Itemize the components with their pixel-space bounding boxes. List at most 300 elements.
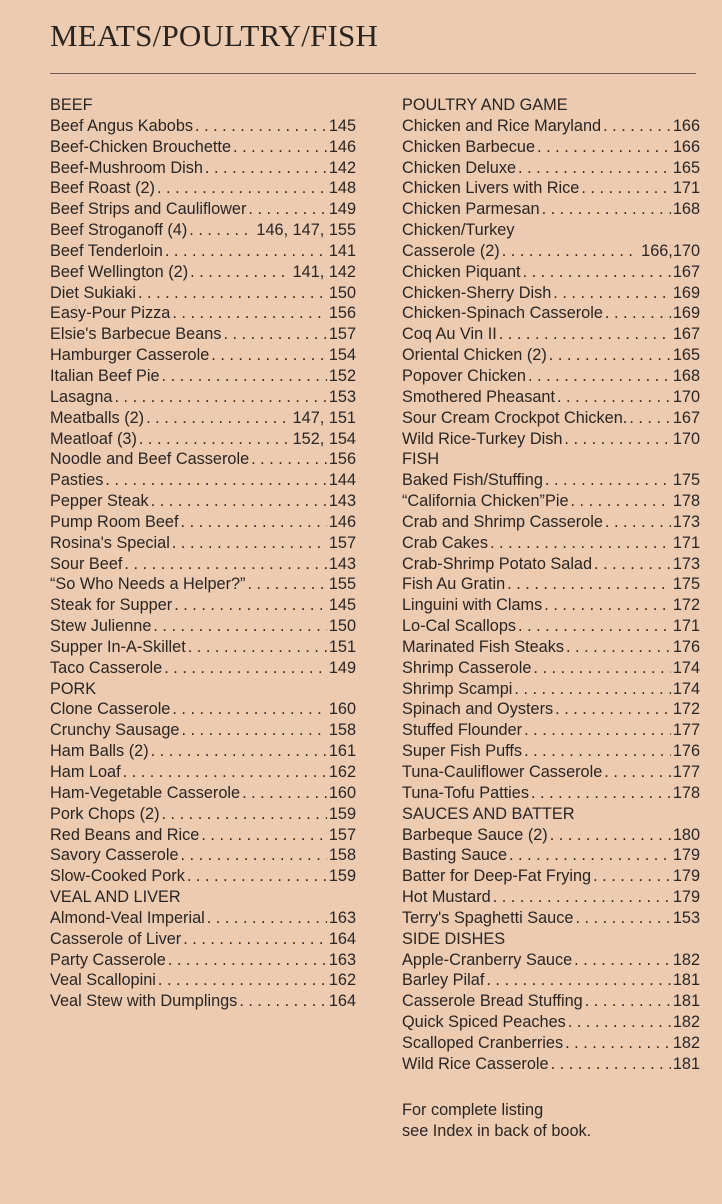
recipe-name: Pork Chops (2): [50, 804, 160, 823]
recipe-name: Stew Julienne: [50, 617, 152, 636]
dot-leader: [523, 262, 671, 283]
page-number: 175: [672, 471, 700, 490]
dot-leader: [195, 116, 327, 137]
dot-leader: [514, 679, 670, 700]
page-number: 148: [328, 179, 356, 198]
recipe-entry: [402, 950, 700, 971]
recipe-entry: [50, 137, 356, 158]
page-number: 164: [328, 929, 356, 948]
recipe-name: Chicken-Sherry Dish: [402, 283, 552, 302]
dot-leader: [605, 512, 671, 533]
page-number: 146: [328, 512, 356, 531]
page-number: 147, 151: [292, 408, 356, 427]
recipe-entry: [50, 241, 356, 262]
page-number: 153: [328, 387, 356, 406]
recipe-name: Hamburger Casserole: [50, 346, 210, 365]
dot-leader: [239, 991, 327, 1012]
page-number: 174: [672, 658, 700, 677]
recipe-entry: [402, 1012, 700, 1033]
recipe-entry: [50, 637, 356, 658]
recipe-name: Ham Balls (2): [50, 742, 149, 761]
recipe-name: Wild Rice Casserole: [402, 1054, 549, 1073]
recipe-entry: [50, 991, 356, 1012]
recipe-entry: [50, 512, 356, 533]
page-number: 141, 142: [292, 262, 356, 281]
page-number: 157: [328, 533, 356, 552]
page-number: 172: [672, 596, 700, 615]
recipe-entry: [50, 574, 356, 595]
page-number: 179: [672, 888, 700, 907]
recipe-name: Noodle and Beef Casserole: [50, 450, 250, 469]
recipe-entry: [50, 366, 356, 387]
page-number: 182: [672, 1033, 700, 1052]
page-number: 166,170: [641, 241, 700, 260]
recipe-name: Stuffed Flounder: [402, 721, 523, 740]
page-number: 160: [328, 700, 356, 719]
recipe-name: Tuna-Tofu Patties: [402, 783, 529, 802]
dot-leader: [211, 345, 327, 366]
recipe-name: Wild Rice-Turkey Dish: [402, 429, 563, 448]
dot-leader: [174, 595, 327, 616]
dot-leader: [114, 387, 326, 408]
page-number: 146, 147, 155: [256, 221, 356, 240]
dot-leader: [251, 449, 327, 470]
dot-leader: [537, 137, 671, 158]
recipe-name: Red Beans and Rice: [50, 825, 200, 844]
recipe-entry: [402, 637, 700, 658]
dot-leader: [603, 116, 671, 137]
recipe-name: Marinated Fish Steaks: [402, 637, 564, 656]
recipe-entry: [50, 324, 356, 345]
dot-leader: [105, 470, 326, 491]
recipe-name: Chicken Livers with Rice: [402, 179, 580, 198]
recipe-name: Linguini with Clams: [402, 596, 543, 615]
recipe-entry: [402, 116, 700, 137]
dot-leader: [207, 908, 327, 929]
dot-leader: [157, 178, 327, 199]
recipe-name: Coq Au Vin II: [402, 325, 497, 344]
recipe-name: Chicken-Spinach Casserole: [402, 304, 603, 323]
dot-leader: [190, 262, 290, 283]
dot-leader: [189, 220, 254, 241]
index-note-line: For complete listing: [402, 1101, 544, 1119]
page-number: 176: [672, 742, 700, 761]
page-number: 156: [328, 450, 356, 469]
page-number: 152, 154: [292, 429, 356, 448]
recipe-entry: [50, 158, 356, 179]
recipe-name: Italian Beef Pie: [50, 366, 160, 385]
page-number: 161: [328, 742, 356, 761]
page-number: 149: [328, 658, 356, 677]
recipe-name: Barbeque Sauce (2): [402, 825, 548, 844]
dot-leader: [146, 408, 291, 429]
page-number: 168: [672, 200, 700, 219]
recipe-name: Shrimp Casserole: [402, 658, 532, 677]
page-number: 177: [672, 763, 700, 781]
recipe-name: Crab and Shrimp Casserole: [402, 512, 603, 531]
recipe-name: Spinach and Oysters: [402, 700, 554, 719]
recipe-entry: [402, 783, 700, 804]
dot-leader: [183, 929, 327, 950]
dot-leader: [153, 616, 326, 637]
recipe-entry: [50, 429, 356, 450]
page-number: 152: [328, 366, 356, 385]
dot-leader: [593, 866, 671, 887]
dot-leader: [201, 825, 326, 846]
recipe-name: Ham Loaf: [50, 763, 121, 781]
section-heading-pork: PORK: [50, 679, 97, 698]
page-number: 162: [328, 763, 356, 781]
recipe-entry: [402, 158, 700, 179]
section-heading-fish: FISH: [402, 450, 440, 469]
index-note: [402, 1100, 591, 1142]
dot-leader: [151, 741, 327, 762]
page-number: 181: [672, 992, 700, 1011]
page-number: 162: [328, 971, 356, 990]
page-number: 167: [672, 325, 700, 344]
recipe-entry: [402, 699, 700, 720]
dot-leader: [248, 199, 326, 220]
page-title: MEATS/POULTRY/FISH: [50, 18, 379, 53]
page-number: 181: [672, 971, 700, 990]
recipe-entry: [402, 554, 700, 575]
recipe-entry: [402, 908, 700, 929]
page-number: 169: [672, 283, 700, 302]
recipe-name: Casserole (2): [402, 241, 500, 260]
recipe-name: Tuna-Cauliflower Casserole: [402, 763, 603, 781]
recipe-name: Almond-Veal Imperial: [50, 908, 205, 927]
page-number: 165: [672, 158, 700, 177]
dot-leader: [165, 241, 327, 262]
recipe-name: Meatloaf (3): [50, 429, 137, 448]
recipe-entry: [402, 408, 700, 429]
recipe-entry: [402, 679, 700, 700]
recipe-entry: [50, 866, 356, 887]
recipe-entry: [50, 116, 356, 137]
page-number: 166: [672, 137, 700, 156]
recipe-name: Barley Pilaf: [402, 971, 485, 990]
recipe-entry: [402, 303, 700, 324]
recipe-name: Chicken Piquant: [402, 262, 521, 281]
page-number: 160: [328, 783, 356, 802]
recipe-name: Lo-Cal Scallops: [402, 617, 517, 636]
dot-leader: [581, 178, 670, 199]
dot-leader: [123, 762, 327, 783]
recipe-name: Popover Chicken: [402, 366, 526, 385]
page-number: 144: [328, 471, 356, 490]
dot-leader: [518, 616, 671, 637]
recipe-entry: [402, 470, 700, 491]
page-number: 143: [328, 492, 356, 511]
page-number: 150: [328, 283, 356, 302]
recipe-entry: [50, 303, 356, 324]
recipe-entry-continued: Chicken/Turkey: [402, 221, 515, 240]
recipe-entry: [50, 616, 356, 637]
dot-leader: [490, 533, 671, 554]
recipe-entry: [50, 970, 356, 991]
page-number: 163: [328, 950, 356, 969]
recipe-entry: [50, 491, 356, 512]
recipe-name: Beef-Chicken Brouchette: [50, 137, 232, 156]
page-number: 170: [672, 387, 700, 406]
dot-leader: [555, 699, 671, 720]
recipe-entry: [402, 199, 700, 220]
page-number: 169: [672, 304, 700, 323]
dot-leader: [549, 345, 671, 366]
recipe-name: Steak for Supper: [50, 596, 173, 615]
dot-leader: [533, 658, 670, 679]
dot-leader: [124, 554, 326, 575]
recipe-name: Smothered Pheasant: [402, 387, 555, 406]
page-number: 149: [328, 200, 356, 219]
recipe-name: Fish Au Gratin: [402, 575, 506, 594]
recipe-name: Crunchy Sausage: [50, 721, 180, 740]
recipe-entry: [402, 429, 700, 450]
section-heading-side-dishes: SIDE DISHES: [402, 929, 506, 948]
recipe-entry: [50, 470, 356, 491]
recipe-name: Ham-Vegetable Casserole: [50, 783, 241, 802]
recipe-name: Terry's Spaghetti Sauce: [402, 908, 574, 927]
dot-leader: [604, 762, 671, 783]
recipe-name: Taco Casserole: [50, 658, 163, 677]
dot-leader: [507, 574, 671, 595]
recipe-entry: [402, 741, 700, 762]
recipe-entry: [402, 825, 700, 846]
recipe-name: Casserole of Liver: [50, 929, 182, 948]
recipe-entry: [50, 595, 356, 616]
dot-leader: [524, 720, 671, 741]
dot-leader: [629, 408, 671, 429]
recipe-entry: [402, 991, 700, 1012]
page-number: 154: [328, 346, 356, 365]
dot-leader: [568, 1012, 671, 1033]
recipe-name: Sour Beef: [50, 554, 123, 573]
recipe-name: Beef Angus Kabobs: [50, 116, 194, 135]
recipe-name: Beef Roast (2): [50, 179, 155, 198]
dot-leader: [247, 574, 326, 595]
dot-leader: [181, 845, 327, 866]
recipe-name: Meatballs (2): [50, 408, 145, 427]
recipe-name: Elsie's Barbecue Beans: [50, 325, 222, 344]
recipe-entry: [402, 1054, 700, 1075]
recipe-name: Pasties: [50, 471, 104, 490]
dot-leader: [585, 991, 671, 1012]
recipe-name: Casserole Bread Stuffing: [402, 992, 583, 1011]
recipe-name: Baked Fish/Stuffing: [402, 471, 543, 490]
recipe-entry: [50, 699, 356, 720]
recipe-entry: [50, 345, 356, 366]
recipe-name: Rosina's Special: [50, 533, 170, 552]
dot-leader: [164, 658, 327, 679]
recipe-name: Shrimp Scampi: [402, 679, 513, 698]
page-number: 141: [328, 241, 356, 260]
dot-leader: [223, 324, 326, 345]
recipe-name: Clone Casserole: [50, 700, 171, 719]
recipe-entry: [402, 574, 700, 595]
page-number: 174: [672, 679, 700, 698]
recipe-entry: [402, 970, 700, 991]
dot-leader: [172, 533, 327, 554]
recipe-entry: [402, 845, 700, 866]
recipe-entry: [50, 929, 356, 950]
page-number: 166: [672, 116, 700, 135]
page-number: 182: [672, 950, 700, 969]
index-note-line: see Index in back of book.: [402, 1122, 592, 1140]
recipe-name: Apple-Cranberry Sauce: [402, 950, 573, 969]
page-number: 145: [328, 116, 356, 135]
recipe-entry: [50, 825, 356, 846]
page-number: 151: [328, 637, 356, 656]
recipe-name: Scalloped Cranberries: [402, 1033, 564, 1052]
dot-leader: [187, 866, 327, 887]
recipe-name: Oriental Chicken (2): [402, 346, 547, 365]
page-number: 142: [328, 158, 356, 177]
dot-leader: [493, 887, 671, 908]
section-heading-veal-and-liver: VEAL AND LIVER: [50, 888, 181, 907]
dot-leader: [162, 366, 327, 387]
recipe-name: Pump Room Beef: [50, 512, 179, 531]
recipe-name: Beef Tenderloin: [50, 241, 163, 260]
section-heading-sauces-and-batter: SAUCES AND BATTER: [402, 804, 575, 823]
dot-leader: [486, 970, 670, 991]
page-number: 167: [672, 408, 700, 427]
recipe-name: Chicken and Rice Maryland: [402, 116, 602, 135]
recipe-entry: [50, 533, 356, 554]
recipe-name: Basting Sauce: [402, 846, 507, 865]
recipe-name: Easy-Pour Pizza: [50, 304, 171, 323]
dot-leader: [550, 825, 671, 846]
dot-leader: [162, 804, 327, 825]
page-number: 177: [672, 721, 700, 740]
recipe-entry: [402, 720, 700, 741]
recipe-entry: [402, 762, 700, 783]
page-number: 179: [672, 867, 700, 886]
recipe-entry: [50, 783, 356, 804]
recipe-entry: [50, 387, 356, 408]
dot-leader: [557, 387, 671, 408]
recipe-entry: [50, 283, 356, 304]
page-number: 143: [328, 554, 356, 573]
recipe-entry: [50, 720, 356, 741]
page-number: 165: [672, 346, 700, 365]
recipe-entry: [402, 491, 700, 512]
recipe-name: “So Who Needs a Helper?”: [50, 575, 246, 594]
dot-leader: [509, 845, 671, 866]
recipe-name: Chicken Deluxe: [402, 158, 517, 177]
recipe-entry: [50, 178, 356, 199]
recipe-entry: [50, 554, 356, 575]
page-number: 179: [672, 846, 700, 865]
recipe-name: Beef Stroganoff (4): [50, 221, 188, 240]
dot-leader: [158, 970, 327, 991]
recipe-entry: [402, 178, 700, 199]
recipe-entry: [402, 137, 700, 158]
dot-leader: [542, 199, 671, 220]
dot-leader: [594, 554, 671, 575]
recipe-entry: [50, 658, 356, 679]
dot-leader: [502, 241, 639, 262]
recipe-entry: [50, 199, 356, 220]
page-number: 167: [672, 262, 700, 281]
page-number: 163: [328, 908, 356, 927]
recipe-entry: [50, 762, 356, 783]
recipe-name: Super Fish Puffs: [402, 742, 523, 761]
dot-leader: [551, 1054, 671, 1075]
page-number: 159: [328, 804, 356, 823]
recipe-name: Crab-Shrimp Potato Salad: [402, 554, 593, 573]
dot-leader: [544, 595, 671, 616]
recipe-entry: [50, 408, 356, 429]
dot-leader: [574, 950, 671, 971]
recipe-name: Veal Scallopini: [50, 971, 156, 990]
page-number: 171: [672, 617, 700, 636]
dot-leader: [605, 303, 671, 324]
recipe-entry: [50, 845, 356, 866]
page-number: 156: [328, 304, 356, 323]
dot-leader: [571, 491, 671, 512]
recipe-entry: [50, 220, 356, 241]
recipe-name: Savory Casserole: [50, 846, 179, 865]
dot-leader: [564, 429, 670, 450]
recipe-name: Slow-Cooked Pork: [50, 867, 185, 886]
recipe-entry: [402, 324, 700, 345]
recipe-entry: [50, 741, 356, 762]
dot-leader: [518, 158, 671, 179]
dot-leader: [553, 283, 671, 304]
recipe-entry: [402, 595, 700, 616]
dot-leader: [242, 783, 327, 804]
page-number: 164: [328, 992, 356, 1011]
page-number: 145: [328, 596, 356, 615]
recipe-name: Hot Mustard: [402, 888, 491, 907]
recipe-name: Chicken Barbecue: [402, 137, 536, 156]
page-number: 175: [672, 575, 700, 594]
recipe-name: Crab Cakes: [402, 533, 488, 552]
recipe-entry: [402, 1033, 700, 1054]
page-number: 176: [672, 637, 700, 656]
page-number: 171: [672, 179, 700, 198]
dot-leader: [205, 158, 327, 179]
recipe-entry: [50, 908, 356, 929]
dot-leader: [565, 1033, 671, 1054]
page-number: 159: [328, 867, 356, 886]
dot-leader: [531, 783, 671, 804]
recipe-name: Beef-Mushroom Dish: [50, 158, 203, 177]
recipe-entry: [402, 262, 700, 283]
page-number: 155: [328, 575, 356, 594]
recipe-entry: [402, 616, 700, 637]
dot-leader: [168, 950, 327, 971]
recipe-name: Pepper Steak: [50, 492, 149, 511]
recipe-name: “California Chicken”Pie: [402, 492, 569, 511]
page-number: 157: [328, 825, 356, 844]
recipe-name: Beef Strips and Cauliflower: [50, 200, 247, 219]
dot-leader: [528, 366, 671, 387]
page-number: 178: [672, 492, 700, 511]
recipe-name: Lasagna: [50, 387, 113, 406]
dot-leader: [151, 491, 327, 512]
dot-leader: [172, 303, 326, 324]
recipe-entry: [402, 283, 700, 304]
page-number: 158: [328, 846, 356, 865]
page-number: 173: [672, 554, 700, 573]
recipe-name: Beef Wellington (2): [50, 262, 189, 281]
dot-leader: [575, 908, 670, 929]
recipe-entry: [50, 449, 356, 470]
recipe-name: Quick Spiced Peaches: [402, 1013, 566, 1032]
dot-leader: [172, 699, 326, 720]
page-number: 173: [672, 512, 700, 531]
